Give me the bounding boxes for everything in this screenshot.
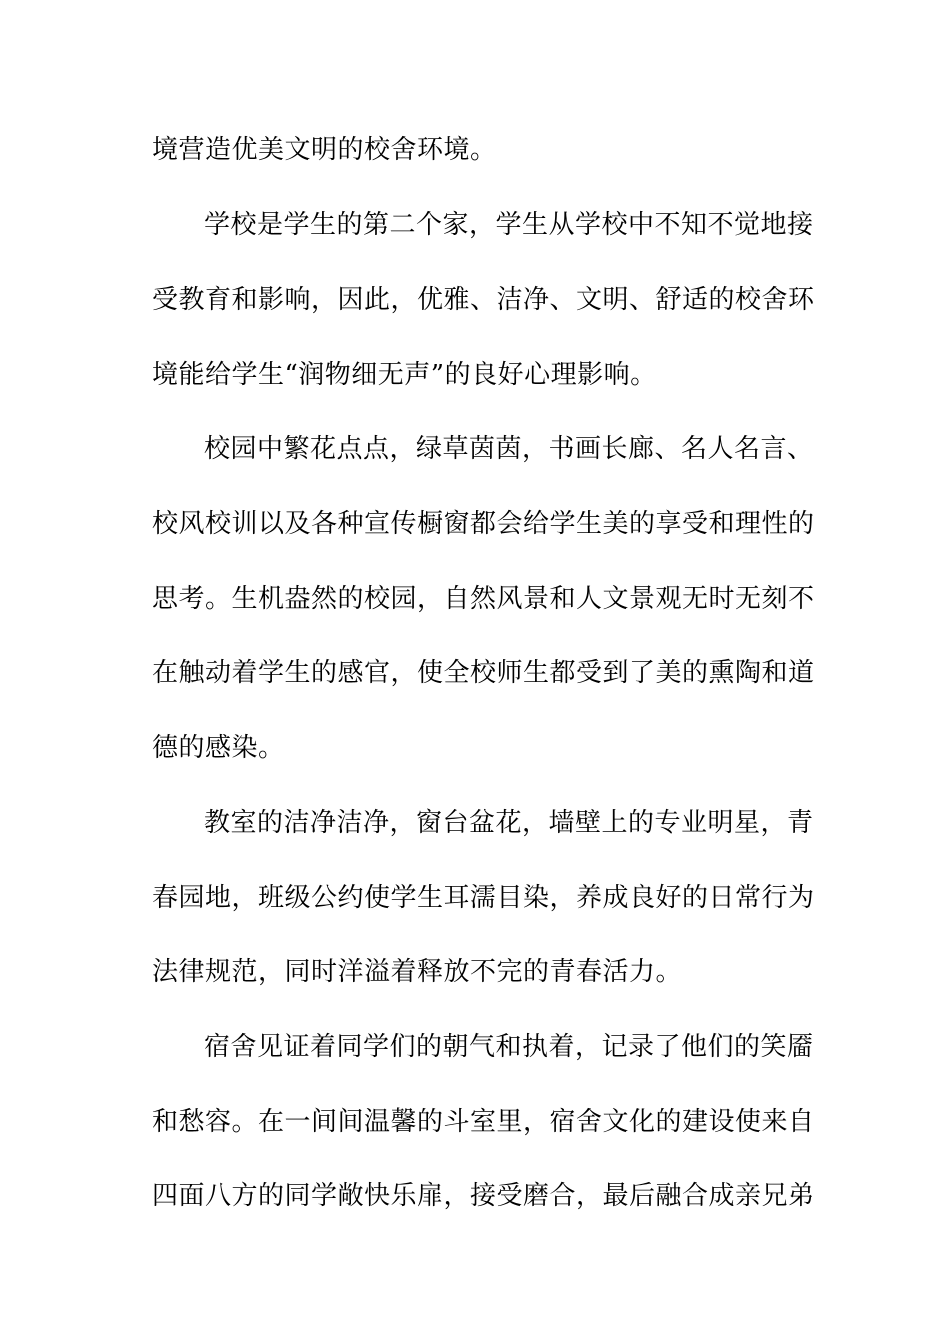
paragraph-3-line-5: 德的感染。 [152, 733, 285, 763]
paragraph-5-line-3: 四面八方的同学敞快乐扉，接受磨合，最后融合成亲兄弟 [152, 1181, 815, 1211]
paragraph-5-line-2: 和愁容。在一间间温馨的斗室里，宿舍文化的建设使来自 [152, 1107, 815, 1137]
paragraph-3-line-3: 思考。生机盎然的校园，自然风景和人文景观无时无刻不 [152, 584, 815, 614]
paragraph-3-line-1: 校园中繁花点点，绿草茵茵，书画长廊、名人名言、 [204, 434, 814, 464]
text-line-1: 境营造优美文明的校舍环境。 [152, 135, 497, 165]
paragraph-2-line-2: 受教育和影响，因此，优雅、洁净、文明、舒适的校舍环 [152, 285, 815, 315]
paragraph-2-line-1: 学校是学生的第二个家，学生从学校中不知不觉地接 [204, 210, 814, 240]
paragraph-5-line-1: 宿舍见证着同学们的朝气和执着，记录了他们的笑靥 [204, 1032, 814, 1062]
paragraph-4-line-1: 教室的洁净洁净，窗台盆花，墙壁上的专业明星，青 [204, 808, 814, 838]
paragraph-2-line-3: 境能给学生“润物细无声”的良好心理影响。 [152, 360, 657, 390]
paragraph-4-line-3: 法律规范，同时洋溢着释放不完的青春活力。 [152, 957, 683, 987]
paragraph-3-line-4: 在触动着学生的感官，使全校师生都受到了美的熏陶和道 [152, 658, 815, 688]
paragraph-4-line-2: 春园地，班级公约使学生耳濡目染，养成良好的日常行为 [152, 883, 815, 913]
paragraph-3-line-2: 校风校训以及各种宣传橱窗都会给学生美的享受和理性的 [152, 509, 815, 539]
